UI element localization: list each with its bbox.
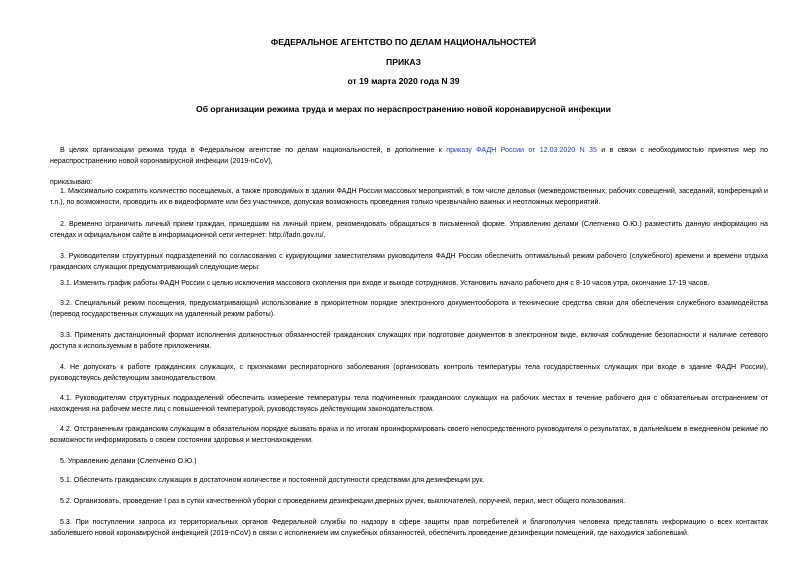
- intro-text-before: В целях организации режима труда в Федеральном агентстве по делам национальностей, в дополнение к: [60, 146, 447, 154]
- paragraph-3: 3. Руководителям структурных подразделений по согласованию с курирующими заместителями руководителя ФАДН России обеспечить оптимальный режим рабочего (служебного) времени и времени отдыха гражданских служащих предусматривающий следующие меры:: [50, 252, 768, 271]
- paragraph-5-3: 5.3. При поступлении запроса из территориальных органов Федеральной службы по надзору в сфере защиты прав потребителей и благополучия человека представлять информацию о всех контактах заболевшего новой коронавирусной инфекцией (2019-nCoV) в связи с исполнением им служебных обязанностей, обеспечить проведение дезинфекции помещений, где находился заболевший.: [50, 518, 768, 537]
- intro-paragraph: [50, 145, 768, 166]
- paragraph-3-3: 3.3. Применять дистанционный формат исполнения должностных обязанностей гражданских служащих при подготовке документов в электронном виде, включая соблюдение безопасности и наличие сетевого доступа к используемым в работе приложениям.: [50, 331, 768, 350]
- paragraph-4-2: 4.2. Отстраненным гражданским служащим в обязательном порядке вызвать врача и по итогам проинформировать своего непосредственного руководителя о результатах, в дальнейшем в ежедневном режиме по возможности информировать о своем состоянии здоровья и местонахождении.: [50, 425, 768, 444]
- paragraph-2: 2. Временно ограничить личный прием граждан, пришедшим на личный прием, рекомендовать обращаться в письменной форме. Управлению делами (Слепченко О.Ю.) разместить данную информацию на стендах и официальном сайте в информационной сети интернет: http://fadn.gov.ru/.: [50, 220, 768, 239]
- agency-title: ФЕДЕРАЛЬНОЕ АГЕНТСТВО ПО ДЕЛАМ НАЦИОНАЛЬНОСТЕЙ: [270, 37, 537, 47]
- paragraph-4: 4. Не допускать к работе гражданских служащих, с признаками респираторного заболевания (организовать контроль температуры тела государственных служащих при входе в здание ФАДН России), руководствуясь действующим законодательством.: [50, 363, 768, 382]
- paragraph-3-1: 3.1. Изменить график работы ФАДН России с целью исключения массового скопления при входе и выходе сотрудников. Установить начало рабочего дня с 8-10 часов утра, окончание 17-19 часов.: [60, 279, 710, 287]
- paragraph-1: 1. Максимально сократить количество посещаемых, а также проводимых в здании ФАДН России массовых мероприятий, в том числе деловых (межведомственных, рабочих совещений, заседаний, конференций и т.п.), по возможности, проводить их в видеоформате или без участников, допуская возможность проведения только чрезвычайно важных и неотложных мероприятий.: [50, 187, 768, 206]
- paragraph-5-2: 5.2. Организовать, проведение I раз в сутки качественной уборки с проведением дезинфекции дверных ручек, выключателей, поручней, перил, мест общего пользования.: [60, 497, 626, 505]
- document-subject: Об организации режима труда и мерах по нераспространению новой коронавирусной инфекции: [196, 104, 611, 114]
- paragraph-5-1: 5.1. Обеспечить гражданских служащих в достаточном количестве и постоянной доступности средствами для дезинфекции рук.: [60, 476, 485, 484]
- paragraph-3-2: 3.2. Специальный режим посещения, предусматривающий использование в приоритетном порядке электронного документооборота и технические средства связи для обеспечения служебного взаимодейства (перевод государственных служащих на удаленный режим работы).: [50, 299, 768, 318]
- document-date-number: от 19 марта 2020 года N 39: [347, 76, 460, 86]
- document-type: ПРИКАЗ: [386, 57, 421, 67]
- intro-text-after: и в связи с необходимостью принятия мер по нераспространению новой коронавирусной инфекции (2019-nCoV),: [50, 146, 768, 165]
- paragraph-4-1: 4.1. Руководителям структурных подразделений обеспечить измерение температуры тела подчиненных гражданских служащих на рабочих местах в течение рабочего дня с обязательным отстранением от нахождения на рабочем месте лиц с повышенной температурой, руководствуясь действующим законодательством.: [50, 394, 768, 413]
- paragraph-5: 5. Управлению делами (Слепченко О.Ю.): [60, 457, 197, 465]
- order-word: приказываю:: [50, 178, 93, 186]
- order-35-link[interactable]: приказу ФАДН России от 12.03.2020 N 35: [446, 146, 597, 154]
